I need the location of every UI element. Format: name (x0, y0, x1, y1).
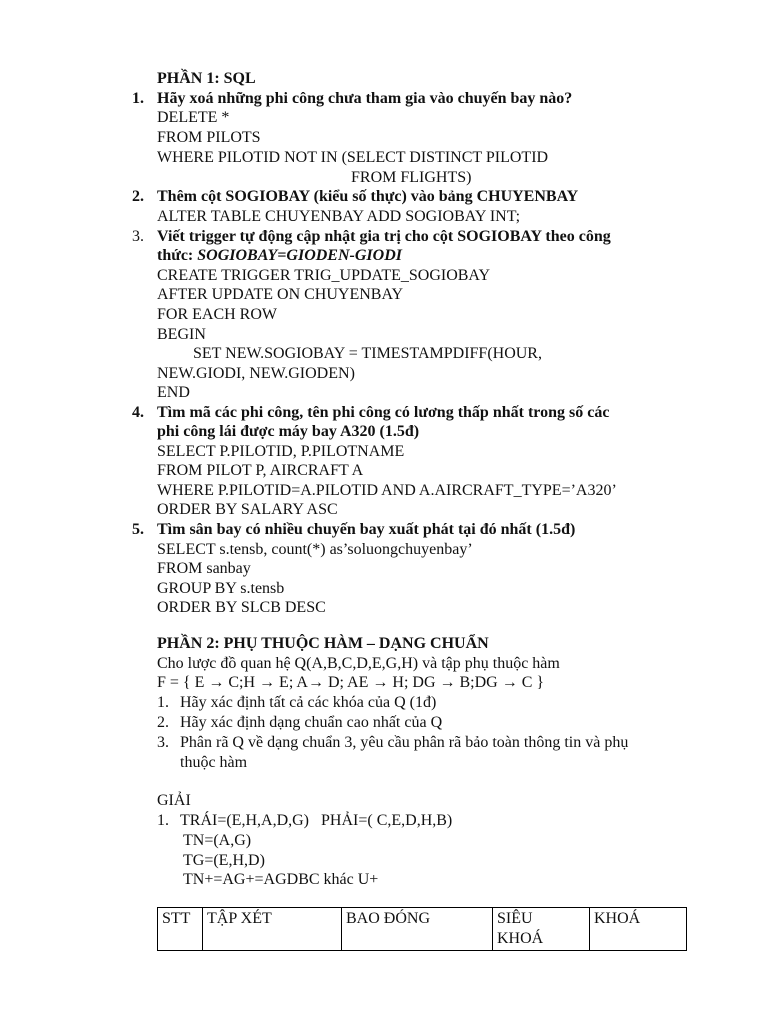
q3-code-line: FOR EACH ROW (157, 306, 278, 323)
q3-code-line: CREATE TRIGGER TRIG_UPDATE_SOGIOBAY (157, 267, 491, 284)
part1-heading: PHẦN 1: SQL (157, 70, 256, 87)
header-tap-xet: TẬP XÉT (203, 908, 342, 951)
header-stt: STT (158, 908, 203, 951)
tg-set: TG=(E,H,D) (183, 852, 265, 869)
q5-code-line: SELECT s.tensb, count(*) as’soluongchuyenbay’ (157, 541, 473, 558)
task-number: 2. (157, 714, 169, 731)
q3-number: 3. (132, 228, 144, 245)
part2-heading: PHẦN 2: PHỤ THUỘC HÀM – DẠNG CHUẨN (157, 635, 489, 652)
task-text-cont: thuộc hàm (180, 754, 248, 771)
q5-code-line: ORDER BY SLCB DESC (157, 599, 326, 616)
q1-code-line: DELETE * (157, 109, 230, 126)
q4-code-line: FROM PILOT P, AIRCRAFT A (157, 462, 364, 479)
q1-code-line: FROM FLIGHTS) (351, 169, 472, 186)
task-number: 3. (157, 734, 169, 751)
task-number: 1. (157, 694, 169, 711)
q2-code-line: ALTER TABLE CHUYENBAY ADD SOGIOBAY INT; (157, 208, 521, 225)
q3-title-line1: Viết trigger tự động cập nhật gia trị cho cột SOGIOBAY theo công (157, 228, 611, 245)
q5-code-line: GROUP BY s.tensb (157, 580, 285, 597)
q4-code-line: ORDER BY SALARY ASC (157, 501, 338, 518)
q2-number: 2. (132, 188, 144, 205)
task-text: Hãy xác định dạng chuẩn cao nhất của Q (180, 714, 443, 731)
q5-title: Tìm sân bay có nhiều chuyến bay xuất phát tại đó nhất (1.5đ) (157, 521, 576, 538)
task-text: Hãy xác định tất cả các khóa của Q (1đ) (180, 694, 437, 711)
q1-number: 1. (132, 90, 144, 107)
step1-number: 1. (157, 812, 169, 829)
q3-title-line2 (157, 246, 402, 266)
q3-code-line: BEGIN (157, 326, 206, 343)
q3-code-line: AFTER UPDATE ON CHUYENBAY (157, 286, 404, 303)
q2-title: Thêm cột SOGIOBAY (kiểu số thực) vào bảng CHUYENBAY (157, 188, 579, 205)
solution-heading: GIẢI (157, 792, 191, 809)
q3-title-prefix: thức: (157, 247, 198, 264)
q3-formula: SOGIOBAY=GIODEN-GIODI (197, 247, 402, 264)
q1-title: Hãy xoá những phi công chưa tham gia vào chuyến bay nào? (157, 90, 573, 107)
q3-code-line: SET NEW.SOGIOBAY = TIMESTAMPDIFF(HOUR, (193, 345, 542, 362)
q3-code-line: END (157, 384, 190, 401)
q4-code-line: WHERE P.PILOTID=A.PILOTID AND A.AIRCRAFT_TYPE=’A320’ (157, 482, 617, 499)
q5-number: 5. (132, 521, 144, 538)
header-sieu-khoa: SIÊU KHOÁ (493, 908, 590, 951)
left-right-sets: TRÁI=(E,H,A,D,G) PHẢI=( C,E,D,H,B) (180, 812, 453, 829)
q1-code-line: WHERE PILOTID NOT IN (SELECT DISTINCT PILOTID (157, 149, 549, 166)
header-bao-dong: BAO ĐÓNG (342, 908, 493, 951)
task-text: Phân rã Q về dạng chuẩn 3, yêu cầu phân rã bảo toàn thông tin và phụ (180, 734, 629, 751)
fd-set: F = { E → C;H → E; A→ D; AE → H; DG → B;DG → C } (157, 674, 545, 691)
header-khoa: KHOÁ (590, 908, 687, 951)
closure-line: TN+=AG+=AGDBC khác U+ (183, 871, 379, 888)
part2-intro: Cho lược đồ quan hệ Q(A,B,C,D,E,G,H) và tập phụ thuộc hàm (157, 655, 560, 672)
q3-code-line: NEW.GIODI, NEW.GIODEN) (157, 365, 355, 382)
tn-set: TN=(A,G) (183, 832, 252, 849)
q4-code-line: SELECT P.PILOTID, P.PILOTNAME (157, 443, 405, 460)
q4-title-line2: phi công lái được máy bay A320 (1.5đ) (157, 423, 420, 440)
q5-code-line: FROM sanbay (157, 560, 251, 577)
table-header-row (158, 908, 687, 951)
q4-number: 4. (132, 404, 144, 421)
key-table (157, 907, 687, 951)
q4-title-line1: Tìm mã các phi công, tên phi công có lương thấp nhất trong số các (157, 404, 610, 421)
q1-code-line: FROM PILOTS (157, 129, 261, 146)
